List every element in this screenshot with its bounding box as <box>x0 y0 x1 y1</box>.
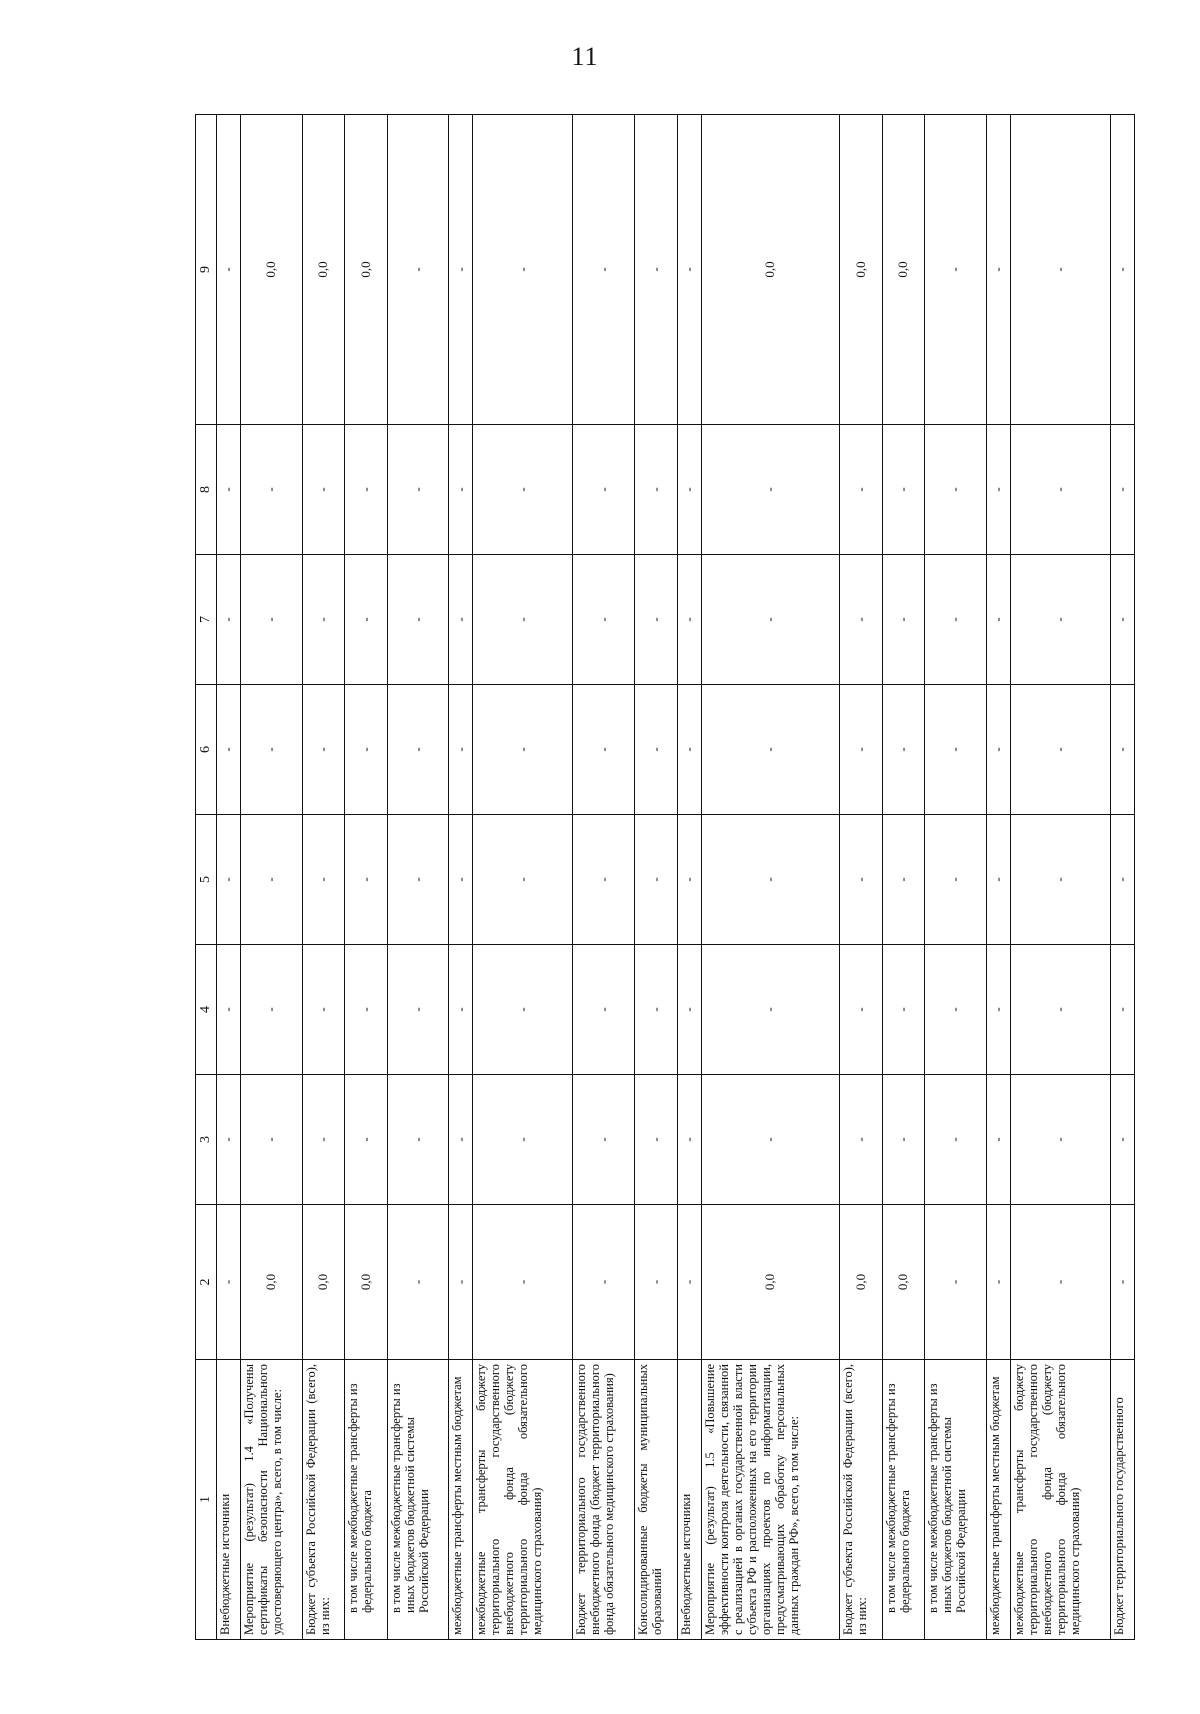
cell-value: - <box>345 1075 387 1205</box>
cell-value: - <box>840 1075 882 1205</box>
cell-value: - <box>1110 115 1134 425</box>
cell-value: - <box>387 1205 449 1360</box>
cell-value: - <box>473 1075 573 1205</box>
cell-value: - <box>387 815 449 945</box>
column-header: 9 <box>196 115 217 425</box>
row-label: межбюджетные трансферты местным бюджетам <box>449 1360 473 1640</box>
cell-value: - <box>345 945 387 1075</box>
cell-value: - <box>882 1075 924 1205</box>
cell-value: - <box>677 1075 701 1205</box>
cell-value: - <box>925 1205 987 1360</box>
cell-value: - <box>449 815 473 945</box>
cell-value: 0,0 <box>302 1205 344 1360</box>
table-row <box>840 115 882 1640</box>
cell-value: - <box>573 1075 635 1205</box>
cell-value: - <box>217 115 241 425</box>
cell-value: - <box>302 815 344 945</box>
cell-value: - <box>302 555 344 685</box>
cell-value: - <box>473 115 573 425</box>
cell-value: - <box>986 945 1010 1075</box>
cell-value: - <box>449 555 473 685</box>
cell-value: - <box>882 815 924 945</box>
row-label: Бюджет территориального государственного внебюджетного фонда (бюджет территориального фонда обязательного медицинского страхования) <box>573 1360 635 1640</box>
cell-value: 0,0 <box>840 115 882 425</box>
table-row <box>345 115 387 1640</box>
cell-value: - <box>1110 1205 1134 1360</box>
rotated-table-container <box>195 115 1135 1640</box>
column-header: 4 <box>196 945 217 1075</box>
cell-value: - <box>449 115 473 425</box>
cell-value: - <box>573 685 635 815</box>
cell-value: - <box>449 1205 473 1360</box>
column-header: 5 <box>196 815 217 945</box>
table-row <box>925 115 987 1640</box>
cell-value: - <box>635 945 677 1075</box>
cell-value: - <box>677 555 701 685</box>
cell-value: - <box>387 115 449 425</box>
cell-value: - <box>217 425 241 555</box>
cell-value: - <box>677 425 701 555</box>
cell-value: - <box>701 945 839 1075</box>
cell-value: - <box>449 1075 473 1205</box>
cell-value: - <box>217 555 241 685</box>
cell-value: - <box>840 945 882 1075</box>
cell-value: 0,0 <box>345 1205 387 1360</box>
cell-value: - <box>473 945 573 1075</box>
cell-value: - <box>925 945 987 1075</box>
cell-value: - <box>345 425 387 555</box>
row-label: Внебюджетные источники <box>217 1360 241 1640</box>
cell-value: - <box>925 115 987 425</box>
cell-value: - <box>345 555 387 685</box>
table-row <box>701 115 839 1640</box>
cell-value: - <box>217 685 241 815</box>
cell-value: - <box>1110 945 1134 1075</box>
cell-value: - <box>473 815 573 945</box>
cell-value: - <box>986 1075 1010 1205</box>
cell-value: - <box>387 425 449 555</box>
row-label: в том числе межбюджетные трансферты из иных бюджетов бюджетной системы Российской Федерации <box>925 1360 987 1640</box>
cell-value: - <box>241 1075 303 1205</box>
table-body <box>217 115 1135 1640</box>
page-number: 11 <box>571 42 599 71</box>
cell-value: - <box>449 425 473 555</box>
column-header: 8 <box>196 425 217 555</box>
cell-value: 0,0 <box>241 1205 303 1360</box>
table-row <box>1010 115 1110 1640</box>
cell-value: - <box>473 685 573 815</box>
table-header-row <box>196 115 217 1640</box>
cell-value: 0,0 <box>241 115 303 425</box>
cell-value: 0,0 <box>701 1205 839 1360</box>
cell-value: - <box>840 815 882 945</box>
row-label: межбюджетные трансферты бюджету территориального государственного внебюджетного фонда (бюджету территориального фонда обязательного медицинского страхования) <box>1010 1360 1110 1640</box>
cell-value: - <box>1010 1205 1110 1360</box>
cell-value: - <box>387 685 449 815</box>
cell-value: - <box>1110 425 1134 555</box>
row-label: Бюджет субъекта Российской Федерации (всего), из них: <box>840 1360 882 1640</box>
cell-value: - <box>573 425 635 555</box>
cell-value: - <box>986 115 1010 425</box>
column-header: 6 <box>196 685 217 815</box>
cell-value: - <box>473 555 573 685</box>
cell-value: - <box>840 425 882 555</box>
cell-value: - <box>701 425 839 555</box>
cell-value: - <box>925 685 987 815</box>
row-label: в том числе межбюджетные трансферты из федерального бюджета <box>882 1360 924 1640</box>
cell-value: - <box>387 555 449 685</box>
cell-value: - <box>241 425 303 555</box>
cell-value: - <box>701 555 839 685</box>
table-row <box>573 115 635 1640</box>
table-row <box>473 115 573 1640</box>
column-header: 3 <box>196 1075 217 1205</box>
cell-value: - <box>573 945 635 1075</box>
cell-value: - <box>635 1075 677 1205</box>
cell-value: - <box>387 1075 449 1205</box>
cell-value: - <box>677 1205 701 1360</box>
row-label: Бюджет субъекта Российской Федерации (всего), из них: <box>302 1360 344 1640</box>
cell-value: - <box>840 685 882 815</box>
cell-value: - <box>840 555 882 685</box>
row-label: в том числе межбюджетные трансферты из федерального бюджета <box>345 1360 387 1640</box>
table-row <box>449 115 473 1640</box>
cell-value: - <box>701 1075 839 1205</box>
cell-value: - <box>241 685 303 815</box>
table-row <box>241 115 303 1640</box>
cell-value: - <box>387 945 449 1075</box>
cell-value: 0,0 <box>882 115 924 425</box>
cell-value: - <box>882 945 924 1075</box>
cell-value: - <box>1010 555 1110 685</box>
cell-value: - <box>573 115 635 425</box>
table-row <box>882 115 924 1640</box>
cell-value: - <box>1010 1075 1110 1205</box>
cell-value: - <box>241 555 303 685</box>
cell-value: - <box>345 685 387 815</box>
cell-value: - <box>677 115 701 425</box>
cell-value: - <box>241 815 303 945</box>
cell-value: - <box>302 425 344 555</box>
cell-value: - <box>449 945 473 1075</box>
cell-value: - <box>925 555 987 685</box>
cell-value: - <box>1010 815 1110 945</box>
cell-value: 0,0 <box>302 115 344 425</box>
cell-value: - <box>677 945 701 1075</box>
row-label: Бюджет территориального государственного <box>1110 1360 1134 1640</box>
table-row <box>635 115 677 1640</box>
row-label: межбюджетные трансферты местным бюджетам <box>986 1360 1010 1640</box>
column-header: 2 <box>196 1205 217 1360</box>
cell-value: - <box>217 1075 241 1205</box>
cell-value: - <box>701 815 839 945</box>
row-label: Внебюджетные источники <box>677 1360 701 1640</box>
cell-value: - <box>473 1205 573 1360</box>
cell-value: - <box>677 685 701 815</box>
cell-value: - <box>635 685 677 815</box>
cell-value: - <box>635 115 677 425</box>
cell-value: 0,0 <box>882 1205 924 1360</box>
cell-value: - <box>635 555 677 685</box>
cell-value: - <box>1110 555 1134 685</box>
cell-value: 0,0 <box>345 115 387 425</box>
cell-value: - <box>473 425 573 555</box>
cell-value: - <box>1110 685 1134 815</box>
cell-value: - <box>882 555 924 685</box>
cell-value: - <box>345 815 387 945</box>
cell-value: 0,0 <box>701 115 839 425</box>
cell-value: - <box>1110 815 1134 945</box>
cell-value: - <box>1010 115 1110 425</box>
cell-value: - <box>217 815 241 945</box>
column-header: 7 <box>196 555 217 685</box>
cell-value: - <box>302 1075 344 1205</box>
cell-value: - <box>986 425 1010 555</box>
row-label: Мероприятие (результат) 1.4 «Получены сертификаты безопасности Национального удостоверяющего центра», всего, в том числе: <box>241 1360 303 1640</box>
cell-value: - <box>882 425 924 555</box>
cell-value: - <box>986 685 1010 815</box>
row-label: межбюджетные трансферты бюджету территориального государственного внебюджетного фонда (бюджету территориального фонда обязательного медицинского страхования) <box>473 1360 573 1640</box>
row-label: Консолидированные бюджеты муниципальных образований <box>635 1360 677 1640</box>
cell-value: 0,0 <box>840 1205 882 1360</box>
table-row <box>677 115 701 1640</box>
cell-value: - <box>302 685 344 815</box>
cell-value: - <box>573 815 635 945</box>
cell-value: - <box>573 1205 635 1360</box>
cell-value: - <box>986 815 1010 945</box>
cell-value: - <box>449 685 473 815</box>
cell-value: - <box>635 815 677 945</box>
table-row <box>217 115 241 1640</box>
cell-value: - <box>1010 685 1110 815</box>
row-label: в том числе межбюджетные трансферты из иных бюджетов бюджетной системы Российской Федерации <box>387 1360 449 1640</box>
cell-value: - <box>925 425 987 555</box>
column-header: 1 <box>196 1360 217 1640</box>
budget-table <box>195 114 1135 1640</box>
cell-value: - <box>217 945 241 1075</box>
table-row <box>986 115 1010 1640</box>
table-row <box>302 115 344 1640</box>
cell-value: - <box>241 945 303 1075</box>
cell-value: - <box>635 1205 677 1360</box>
cell-value: - <box>1110 1075 1134 1205</box>
table-row <box>1110 115 1134 1640</box>
cell-value: - <box>1010 425 1110 555</box>
cell-value: - <box>217 1205 241 1360</box>
cell-value: - <box>302 945 344 1075</box>
cell-value: - <box>986 1205 1010 1360</box>
cell-value: - <box>1010 945 1110 1075</box>
cell-value: - <box>701 685 839 815</box>
cell-value: - <box>986 555 1010 685</box>
cell-value: - <box>677 815 701 945</box>
cell-value: - <box>925 1075 987 1205</box>
row-label: Мероприятие (результат) 1.5 «Повышение эффективности контроля деятельности, связанной с реализацией в органах государственной власти субъекта РФ и расположенных на его территории организациях проектов по информатизации, предусматривающих обработку персональных данных граждан РФ», всего, в том числе: <box>701 1360 839 1640</box>
cell-value: - <box>882 685 924 815</box>
cell-value: - <box>635 425 677 555</box>
cell-value: - <box>925 815 987 945</box>
table-row <box>387 115 449 1640</box>
cell-value: - <box>573 555 635 685</box>
